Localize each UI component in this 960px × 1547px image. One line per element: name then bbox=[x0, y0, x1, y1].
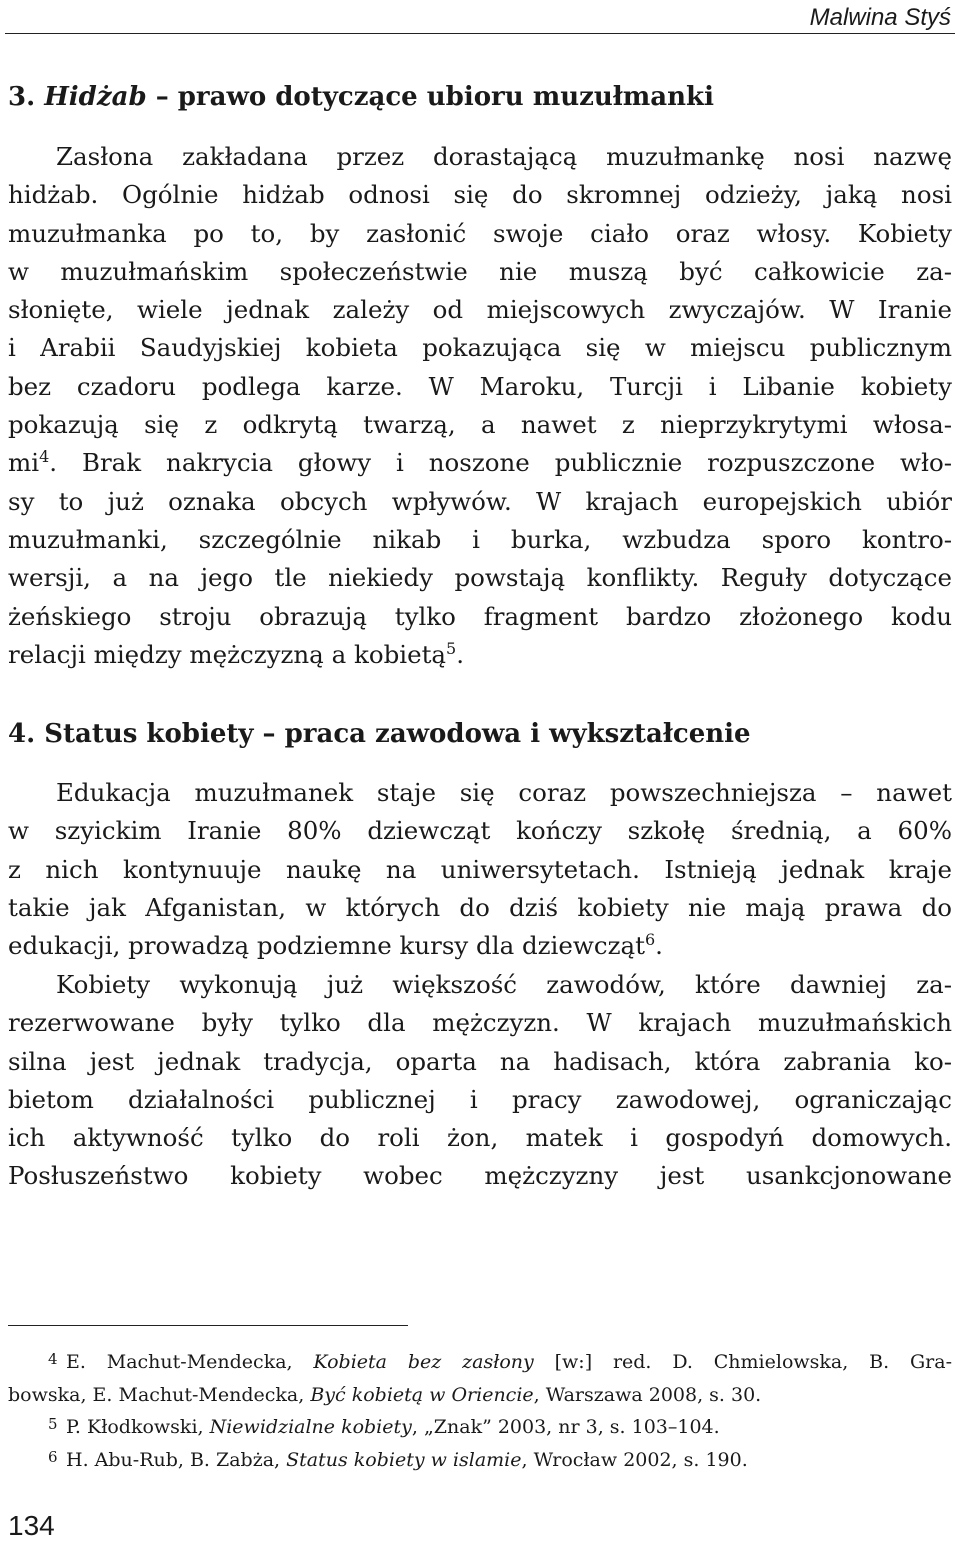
footnote-6: 6 H. Abu-Rub, B. Zabża, Status kobiety w islamie, Wrocław 2002, s. 190. bbox=[8, 1444, 952, 1477]
text-line: Zasłona zakładana przez dorastającą muzułmankę nosi nazwę bbox=[56, 142, 952, 171]
section-3-paragraph bbox=[8, 138, 952, 674]
text-line: Posłuszeństwo kobiety wobec mężczyzny jest usankcjonowane bbox=[8, 1161, 952, 1191]
footnote-number: 6 bbox=[48, 1447, 58, 1466]
text-line: z nich kontynuuje naukę na uniwersytetach. Istnieją jednak kraje bbox=[8, 854, 952, 884]
section-3-title-rest: – prawo dotyczące ubioru muzułmanki bbox=[146, 82, 714, 112]
text-line: Kobiety wykonują już większość zawodów, które dawniej za- bbox=[56, 970, 952, 999]
text-segment: edukacji, prowadzą podziemne kursy dla dziewcząt bbox=[8, 931, 645, 961]
text-line bbox=[8, 444, 952, 482]
section-4-paragraph-2 bbox=[8, 966, 952, 1196]
footnote-title: Kobieta bez zasłony bbox=[313, 1351, 534, 1373]
text-line: silna jest jednak tradycja, oparta na hadisach, która zabrania ko- bbox=[8, 1046, 952, 1076]
section-3-title-italic: Hidżab bbox=[44, 82, 147, 112]
text-line: i Arabii Saudyjskiej kobieta pokazująca się w miejscu publicznym bbox=[8, 333, 952, 363]
footnote-title: Być kobietą w Oriencie bbox=[310, 1383, 534, 1406]
footnote-number: 5 bbox=[48, 1415, 58, 1433]
section-4-heading: 4. Status kobiety – praca zawodowa i wykształcenie bbox=[8, 719, 751, 749]
footnotes bbox=[8, 1346, 952, 1476]
footnote-5: 5 P. Kłodkowski, Niewidzialne kobiety, „Znak” 2003, nr 3, s. 103–104. bbox=[8, 1411, 952, 1444]
text-line: ich aktywność tylko do roli żon, matek i gospodyń domowych. bbox=[8, 1123, 952, 1153]
text-line: w muzułmańskim społeczeństwie nie muszą być całkowicie za- bbox=[8, 256, 952, 286]
text-segment: relacji między mężczyzną a kobietą bbox=[8, 639, 447, 669]
text-line: takie jak Afganistan, w których do dziś kobiety nie mają prawa do bbox=[8, 892, 952, 922]
text-line: Edukacja muzułmanek staje się coraz powszechniejsza – nawet bbox=[56, 778, 952, 807]
text-line: żeńskiego stroju obrazują tylko fragment bardzo złożonego kodu bbox=[8, 601, 952, 631]
text-line bbox=[8, 636, 952, 674]
text-line: muzułmanki, szczególnie nikab i burka, wzbudza sporo kontro- bbox=[8, 524, 952, 554]
text-line: w szyickim Iranie 80% dziewcząt kończy szkołę średnią, a 60% bbox=[8, 816, 952, 846]
text-segment: . bbox=[456, 639, 465, 669]
footnote-ref-4: 4 bbox=[39, 447, 50, 467]
text-line: pokazują się z odkrytą twarzą, a nawet z nieprzykrytymi włosa- bbox=[8, 410, 952, 440]
text-line: wersji, a na jego tle niekiedy powstają konflikty. Reguły dotyczące bbox=[8, 563, 952, 593]
text-line: bez czadoru podlega karze. W Maroku, Turcji i Libanie kobiety bbox=[8, 371, 952, 401]
footnote-ref-5: 5 bbox=[446, 638, 457, 658]
section-3-number: 3. bbox=[8, 82, 36, 112]
footnote-title: Niewidzialne kobiety bbox=[209, 1416, 412, 1438]
text-segment: . Brak nakrycia głowy i noszone publicznie rozpuszczone wło- bbox=[49, 448, 952, 478]
footnote-title: Status kobiety w islamie bbox=[286, 1448, 522, 1471]
text-line: rezerwowane były tylko dla mężczyzn. W krajach muzułmańskich bbox=[8, 1008, 952, 1038]
text-line: sy to już oznaka obcych wpływów. W krajach europejskich ubiór bbox=[8, 486, 952, 516]
text-segment: . bbox=[655, 931, 663, 961]
footnote-4-continued: bowska, E. Machut-Mendecka, Być kobietą w Oriencie, Warszawa 2008, s. 30. bbox=[8, 1383, 762, 1406]
footnote-number: 4 bbox=[48, 1350, 58, 1368]
text-line bbox=[8, 927, 952, 965]
footnote-ref-6: 6 bbox=[644, 930, 656, 950]
footnote-rule bbox=[8, 1325, 408, 1326]
section-4-paragraph-1 bbox=[8, 774, 952, 965]
footnote-4: 4 E. Machut-Mendecka, Kobieta bez zasłony [w:] red. D. Chmielowska, B. Gra- bbox=[8, 1346, 952, 1379]
text-line: muzułmanka po to, by zasłonić swoje ciało oraz włosy. Kobiety bbox=[8, 218, 952, 248]
text-segment: mi bbox=[8, 448, 40, 478]
author-name: Malwina Styś bbox=[809, 4, 951, 31]
header-rule bbox=[5, 33, 955, 34]
text-line: hidżab. Ogólnie hidżab odnosi się do skromnej odzieży, jaką nosi bbox=[8, 180, 952, 210]
page-number: 134 bbox=[8, 1510, 55, 1541]
text-line: bietom działalności publicznej i pracy zawodowej, ograniczając bbox=[8, 1084, 952, 1114]
section-3-heading bbox=[8, 82, 714, 112]
text-line: słonięte, wiele jednak zależy od miejscowych zwyczajów. W Iranie bbox=[8, 295, 952, 325]
